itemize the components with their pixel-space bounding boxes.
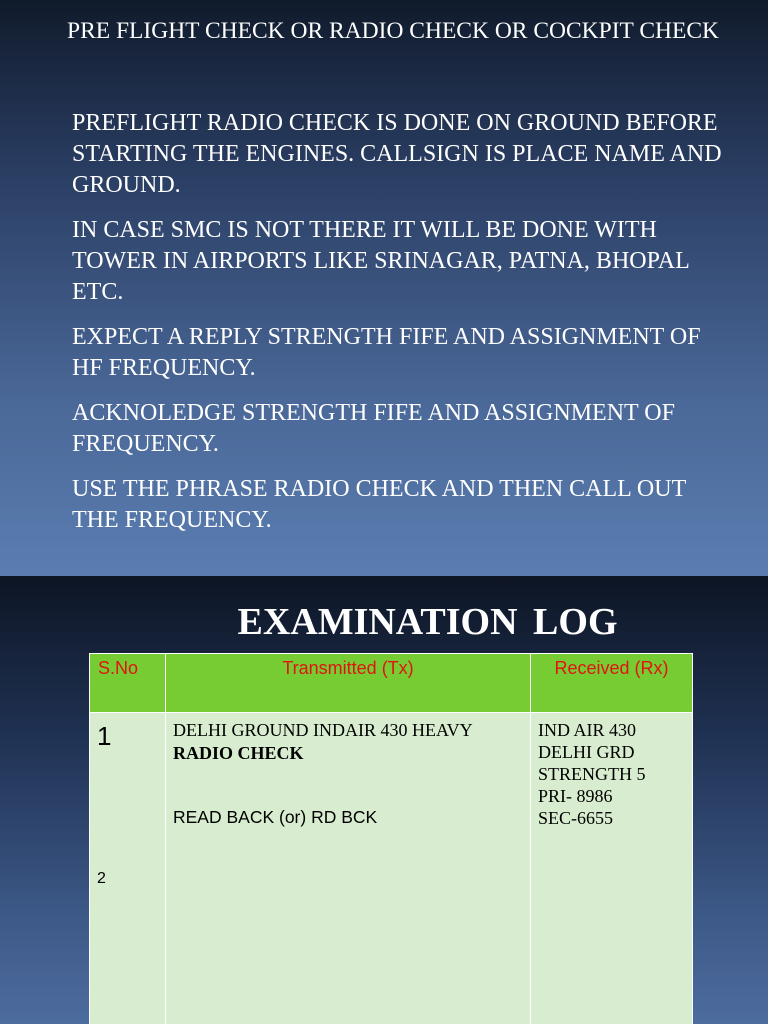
examination-log-table [89, 653, 693, 1024]
slide-title: PRE FLIGHT CHECK OR RADIO CHECK OR COCKPIT CHECK [67, 18, 719, 44]
paragraph: IN CASE SMC IS NOT THERE IT WILL BE DONE WITH TOWER IN AIRPORTS LIKE SRINAGAR, PATNA, BHOPAL ETC. [72, 217, 689, 305]
tx-readback: READ BACK (or) RD BCK [173, 807, 378, 827]
table-header-row [90, 654, 693, 713]
rx-line: PRI- 8986 [538, 786, 613, 806]
column-header-sno: S.No [90, 654, 166, 713]
paragraph: USE THE PHRASE RADIO CHECK AND THEN CALL OUT THE FREQUENCY. [72, 476, 686, 533]
column-header-transmitted: Transmitted (Tx) [166, 654, 531, 713]
cell-received [531, 713, 693, 1024]
paragraph: EXPECT A REPLY STRENGTH FIFE AND ASSIGNMENT OF HF FREQUENCY. [72, 324, 701, 381]
serial-number: 1 [97, 721, 112, 751]
slide-body [72, 108, 732, 550]
rx-line: IND AIR 430 [538, 720, 636, 740]
tx-line-bold: RADIO CHECK [173, 743, 304, 763]
tx-line: DELHI GROUND INDAIR 430 HEAVY [173, 720, 473, 740]
rx-line: SEC-6655 [538, 808, 614, 828]
paragraph: ACKNOLEDGE STRENGTH FIFE AND ASSIGNMENT OF FREQUENCY. [72, 400, 675, 457]
column-header-received: Received (Rx) [531, 654, 693, 713]
table-row [90, 713, 693, 1024]
slide-examination-log [0, 576, 768, 1024]
slide-title: EXAMINATION LOG [237, 601, 618, 643]
paragraph: PREFLIGHT RADIO CHECK IS DONE ON GROUND BEFORE STARTING THE ENGINES. CALLSIGN IS PLACE NAME AND GROUND. [72, 110, 722, 198]
cell-sno [90, 713, 166, 1024]
rx-line: DELHI GRD [538, 742, 635, 762]
cell-transmitted [166, 713, 531, 1024]
serial-number: 2 [97, 870, 106, 887]
rx-line: STRENGTH 5 [538, 764, 646, 784]
